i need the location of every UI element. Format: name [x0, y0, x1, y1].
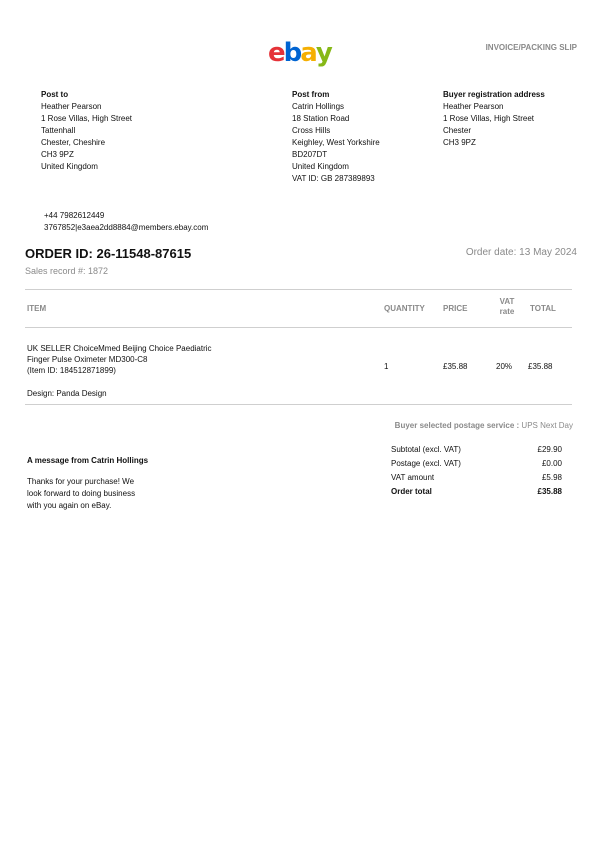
item-id: (Item ID: 184512871899): [27, 366, 116, 375]
totals-label: VAT amount: [391, 473, 435, 482]
totals-row: [391, 458, 562, 472]
postage-value: UPS Next Day: [521, 421, 573, 430]
divider: [25, 404, 572, 405]
totals-value: £5.98: [541, 473, 562, 482]
divider: [25, 289, 572, 290]
col-header-total: TOTAL: [530, 304, 556, 313]
buyer-phone: +44 7982612449: [44, 211, 105, 220]
order-totals: [391, 444, 562, 500]
address-line: Cross Hills: [292, 126, 331, 135]
totals-label: Postage (excl. VAT): [391, 459, 461, 468]
col-header-vat: VAT: [499, 297, 515, 306]
ebay-logo: [268, 40, 331, 66]
address-line: CH3 9PZ: [443, 138, 476, 147]
address-line: 18 Station Road: [292, 114, 350, 123]
item-title-line: Finger Pulse Oximeter MD300-C8: [27, 355, 148, 364]
post-to-heading: Post to: [41, 90, 69, 99]
address-line: Heather Pearson: [443, 102, 504, 111]
col-header-quantity: QUANTITY: [384, 304, 425, 313]
post-from-heading: Post from: [292, 90, 330, 99]
item-vat-rate: 20%: [496, 362, 513, 371]
seller-message-body: [27, 476, 135, 512]
address-line: Chester, Cheshire: [41, 138, 106, 147]
post-from-block: [292, 89, 380, 185]
divider: [25, 327, 572, 328]
postage-label: Buyer selected postage service :: [394, 421, 520, 430]
item-price: £35.88: [443, 362, 468, 371]
order-total-row: [391, 486, 562, 500]
totals-row: [391, 472, 562, 486]
item-design: Design: Panda Design: [27, 389, 107, 398]
address-line: BD207DT: [292, 150, 328, 159]
totals-row: [391, 444, 562, 458]
document-type: INVOICE/PACKING SLIP: [485, 43, 577, 52]
address-line: Chester: [443, 126, 472, 135]
address-line: 1 Rose Villas, High Street: [41, 114, 133, 123]
item-total: £35.88: [528, 362, 553, 371]
logo-letter: y: [315, 38, 331, 68]
order-date: Order date: 13 May 2024: [465, 247, 577, 258]
buyer-registration-heading: Buyer registration address: [443, 90, 545, 99]
order-total-value: £35.88: [537, 487, 562, 496]
logo-letter: e: [268, 38, 284, 68]
col-header-rate: rate: [499, 307, 515, 316]
sales-record: Sales record #: 1872: [25, 266, 109, 276]
address-line: Keighley, West Yorkshire: [292, 138, 380, 147]
order-id: ORDER ID: 26-11548-87615: [25, 246, 192, 261]
post-to-block: [41, 89, 132, 173]
logo-letter: a: [300, 38, 316, 68]
seller-message-heading: A message from Catrin Hollings: [27, 456, 149, 465]
address-line: United Kingdom: [292, 162, 349, 171]
address-line: CH3 9PZ: [41, 150, 74, 159]
vat-id: VAT ID: GB 287389893: [292, 174, 375, 183]
logo-letter: b: [283, 38, 301, 68]
col-header-price: PRICE: [443, 304, 468, 313]
address-line: United Kingdom: [41, 162, 98, 171]
col-header-item: ITEM: [27, 304, 47, 313]
message-line: Thanks for your purchase! We: [27, 477, 135, 486]
address-line: Tattenhall: [41, 126, 76, 135]
buyer-contact: [44, 210, 208, 234]
address-line: 1 Rose Villas, High Street: [443, 114, 535, 123]
totals-value: £29.90: [537, 445, 562, 454]
col-header-vat-rate: [495, 297, 519, 317]
item-title-line: UK SELLER ChoiceMmed Beijing Choice Paediatric: [27, 344, 212, 353]
buyer-email: 3767852|e3aea2dd8884@members.ebay.com: [44, 223, 209, 232]
totals-label: Subtotal (excl. VAT): [391, 445, 461, 454]
totals-value: £0.00: [541, 459, 562, 468]
order-total-label: Order total: [391, 487, 432, 496]
item-quantity: 1: [384, 362, 389, 371]
buyer-registration-block: [443, 89, 545, 149]
item-description: [27, 343, 267, 376]
message-line: look forward to doing business: [27, 489, 136, 498]
address-line: Catrin Hollings: [292, 102, 345, 111]
postage-service: [395, 421, 573, 430]
message-line: with you again on eBay.: [27, 501, 112, 510]
address-line: Heather Pearson: [41, 102, 102, 111]
